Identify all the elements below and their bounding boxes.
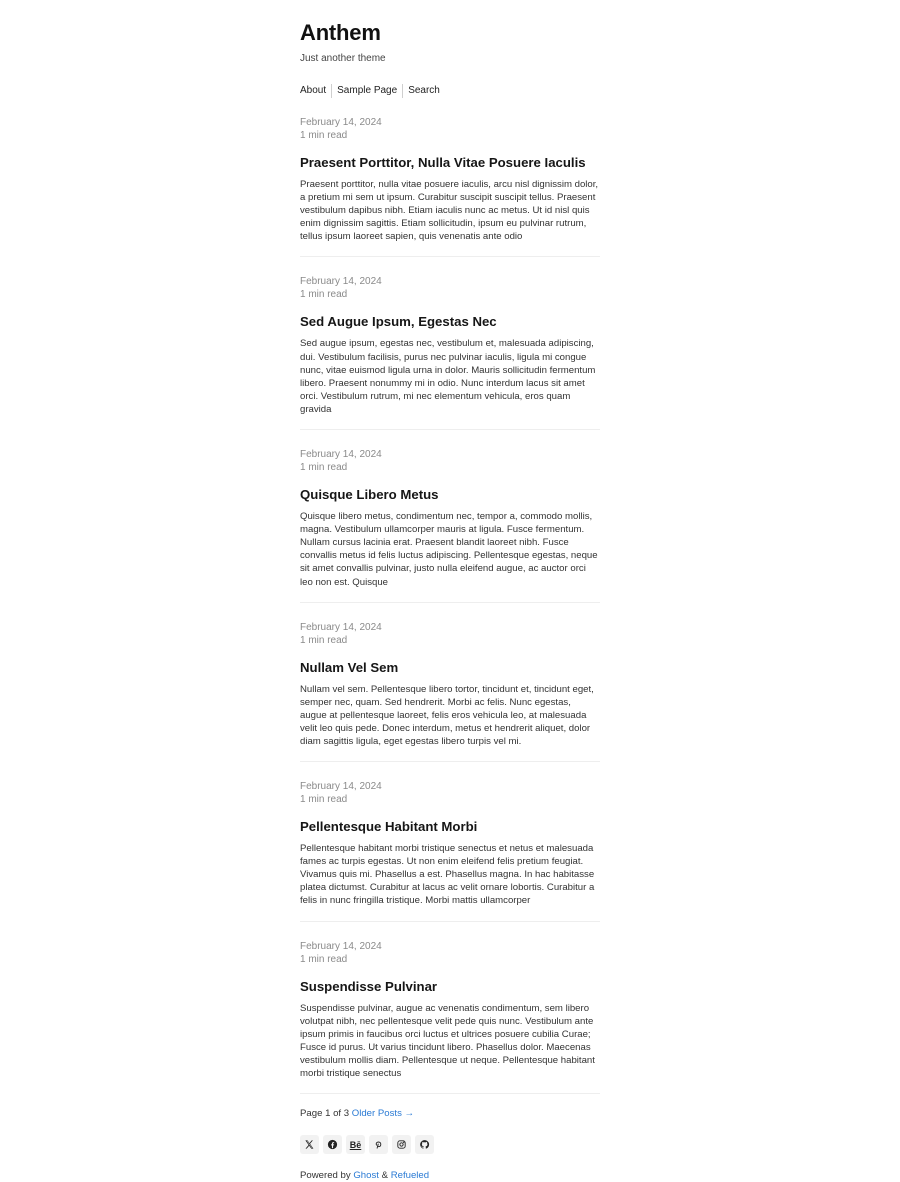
older-posts-link[interactable]: Older Posts → — [351, 1108, 415, 1120]
post-card — [300, 275, 600, 430]
post-read-time: 1 min read — [300, 130, 348, 141]
post-date: February 14, 2024 — [300, 621, 382, 633]
post-date: February 14, 2024 — [300, 117, 382, 128]
post-title-link[interactable]: Praesent Porttitor, Nulla Vitae Posuere Iaculis — [300, 155, 586, 170]
nav-item-sample-page[interactable]: Sample Page — [331, 84, 402, 98]
post-read-time: 1 min read — [300, 634, 348, 646]
pagination — [300, 1107, 600, 1120]
refueled-link[interactable]: Refueled — [390, 1170, 430, 1182]
post-excerpt: Suspendisse pulvinar, augue ac venenatis condimentum, sem libero volutpat nibh, nec pellentesque velit pede quis nunc. Vestibulum ante ipsum primis in faucibus orci luctus et ultrices posuere cubilia Curae; Fusce id purus. Ut varius tincidunt libero. Phasellus dolor. Maecenas vestibulum mollis diam. Pellentesque ut neque. Pellentesque habitant morbi tristique senectus — [300, 1002, 595, 1079]
page-container — [300, 0, 600, 1182]
post-title-link[interactable]: Pellentesque Habitant Morbi — [300, 819, 478, 835]
nav-item-search[interactable]: Search — [402, 84, 445, 98]
post-date: February 14, 2024 — [300, 276, 382, 288]
ampersand-text: & — [381, 1170, 389, 1182]
social-links — [300, 1135, 600, 1154]
pagination-status: Page 1 of 3 — [300, 1108, 350, 1120]
site-header — [300, 20, 600, 98]
post-read-time: 1 min read — [300, 289, 348, 301]
powered-by-text: Powered by — [300, 1170, 351, 1182]
post-card — [300, 621, 600, 762]
post-read-time: 1 min read — [300, 794, 348, 806]
post-excerpt: Nullam vel sem. Pellentesque libero tortor, tincidunt et, tincidunt eget, semper nec, quam. Sed hendrerit. Morbi ac felis. Nunc egestas, augue at pellentesque laoreet, felis eros vehicula leo, at malesuada velit leo quis pede. Donec interdum, metus et hendrerit aliquet, dolor diam sagittis ligula, eget egestas libero turpis vel mi. — [300, 683, 594, 747]
post-date: February 14, 2024 — [300, 781, 382, 793]
x-icon[interactable] — [300, 1135, 319, 1154]
ghost-link[interactable]: Ghost — [353, 1170, 379, 1182]
post-excerpt: Pellentesque habitant morbi tristique senectus et netus et malesuada fames ac turpis egestas. Ut non enim eleifend felis pretium feugiat. Vivamus quis mi. Phasellus a est. Phasellus magna. In hac habitasse platea dictumst. Curabitur at lacus ac velit ornare lobortis. Curabitur a felis in nunc fringilla tristique. Morbi mattis ullamcorper — [300, 843, 595, 907]
post-card — [300, 116, 600, 257]
post-title-link[interactable]: Nullam Vel Sem — [300, 659, 399, 675]
post-excerpt: Praesent porttitor, nulla vitae posuere iaculis, arcu nisl dignissim dolor, a pretium mi sem ut ipsum. Curabitur suscipit suscipit tellus. Praesent vestibulum dapibus nibh. Etiam iaculis nunc ac metus. Ut id nisl quis enim dignissim sagittis. Etiam sollicitudin, ipsum eu pulvinar rutrum, tellus ipsum laoreet sapien, quis venenatis ante odio — [300, 179, 599, 243]
site-footer — [300, 1169, 600, 1182]
post-read-time: 1 min read — [300, 953, 348, 965]
main-nav — [300, 84, 600, 98]
nav-item-about[interactable]: About — [300, 85, 327, 96]
post-excerpt: Sed augue ipsum, egestas nec, vestibulum et, malesuada adipiscing, dui. Vestibulum facilisis, purus nec pulvinar iaculis, ligula mi congue nunc, vitae euismod ligula urna in dolor. Mauris sollicitudin fermentum libero. Praesent nonummy mi in odio. Nunc interdum lacus sit amet orci. Vestibulum rutrum, mi nec elementum vehicula, eros quam gravida — [300, 338, 596, 415]
post-title-link[interactable]: Suspendisse Pulvinar — [300, 978, 438, 994]
post-card — [300, 448, 600, 603]
post-card — [300, 780, 600, 921]
post-excerpt: Quisque libero metus, condimentum nec, tempor a, commodo mollis, magna. Vestibulum ullamcorper mauris at ligula. Fusce fermentum. Nullam cursus lacinia erat. Praesent blandit laoreet nibh. Fusce convallis metus id felis luctus adipiscing. Pellentesque egestas, neque sit amet convallis pulvinar, justo nulla eleifend augue, ac auctor orci leo non est. Quisque — [300, 511, 598, 588]
github-icon[interactable] — [415, 1135, 434, 1154]
site-tagline: Just another theme — [300, 53, 386, 64]
post-read-time: 1 min read — [300, 462, 348, 474]
behance-icon[interactable]: Bē — [346, 1135, 365, 1154]
pinterest-icon[interactable] — [369, 1135, 388, 1154]
post-date: February 14, 2024 — [300, 449, 382, 461]
facebook-icon[interactable] — [323, 1135, 342, 1154]
post-title-link[interactable]: Sed Augue Ipsum, Egestas Nec — [300, 314, 497, 330]
site-title[interactable]: Anthem — [300, 20, 381, 45]
post-date: February 14, 2024 — [300, 940, 382, 952]
instagram-icon[interactable] — [392, 1135, 411, 1154]
post-card — [300, 940, 600, 1095]
post-title-link[interactable]: Quisque Libero Metus — [300, 487, 439, 503]
post-feed — [300, 116, 600, 1094]
